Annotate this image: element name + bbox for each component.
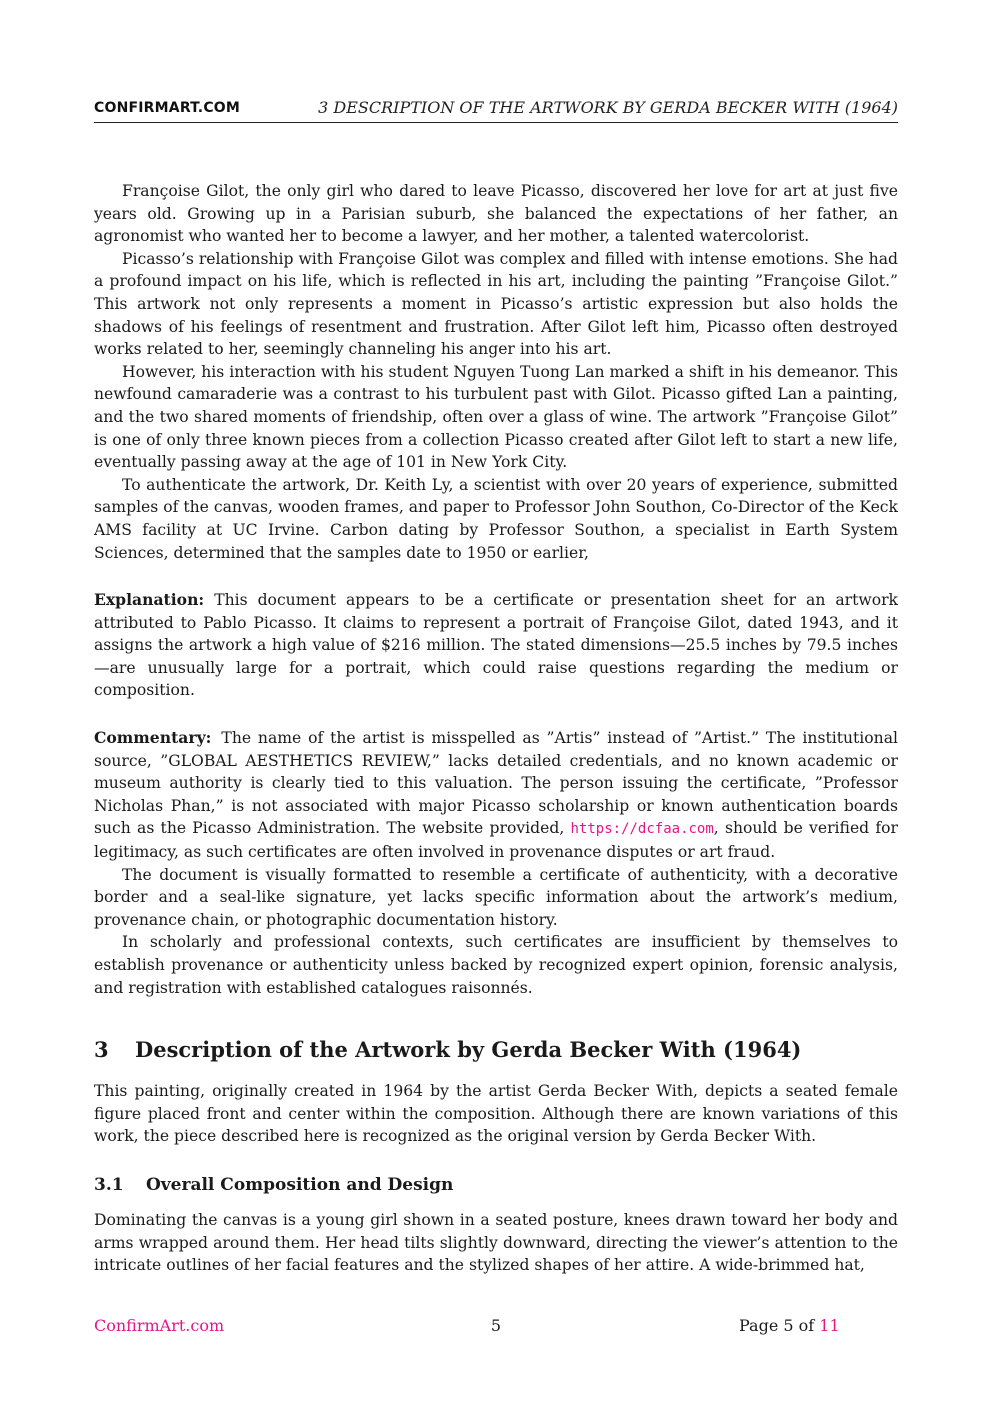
running-title: 3 DESCRIPTION OF THE ARTWORK BY GERDA BECKER WITH (1964)	[318, 98, 898, 117]
page-footer	[94, 1316, 898, 1338]
page-header	[94, 98, 898, 123]
commentary-paragraph: Commentary: The name of the artist is misspelled as ”Artis” instead of ”Artist.” The institutional source, ”GLOBAL AESTHETICS REVIEW,” lacks detailed credentials, and no known academic or museum authority is clearly tied to this valuation. The person issuing the certificate, ”Professor Nicholas Phan,” is not associated with major Picasso scholarship or known authentication boards such as the Picasso Administration. The website provided, https://dcfaa.com, should be verified for legitimacy, as such certificates are often involved in provenance disputes or art fraud.	[94, 728, 898, 862]
logo-a-mark: A	[168, 100, 180, 116]
explanation-text: This document appears to be a certificate or presentation sheet for an artwork attributed to Pablo Picasso. It claims to represent a portrait of Françoise Gilot, dated 1943, and it assigns the artwork a high value of $216 million. The stated dimensions—25.5 inches by 79.5 inches—are unusually large for a portrait, which could raise questions regarding the medium or composition.	[94, 591, 898, 700]
confirmart-logo[interactable]: CONFIRMART.COM	[94, 100, 241, 116]
paragraph-relationship: Picasso’s relationship with Françoise Gilot was complex and filled with intense emotions. She had a profound impact on his life, which is reflected in his art, including the painting ”Françoise Gilot.” This artwork not only represents a moment in Picasso’s artistic expression but also holds the shadows of his feelings of resentment and frustration. After Gilot left him, Picasso often destroyed works related to her, seemingly channeling his anger into his art.	[94, 249, 898, 359]
subsection-number: 3.1	[94, 1174, 124, 1195]
footer-site-link[interactable]: ConfirmArt.com	[94, 1316, 225, 1335]
paragraph-authentication: To authenticate the artwork, Dr. Keith Ly, a scientist with over 20 years of experience, submitted samples of the canvas, wooden frames, and paper to Professor John Southon, Co-Director of the Keck AMS facility at UC Irvine. Carbon dating by Professor Southon, a specialist in Earth System Sciences, determined that the samples date to 1950 or earlier,	[94, 475, 898, 562]
commentary-paragraph-2: The document is visually formatted to resemble a certificate of authenticity, with a decorative border and a seal-like signature, yet lacks specific information about the artwork’s medium, provenance chain, or photographic documentation history.	[94, 865, 898, 929]
paragraph-gilot-intro: Françoise Gilot, the only girl who dared to leave Picasso, discovered her love for art at just five years old. Growing up in a Parisian suburb, she balanced the expectations of her father, an agronomist who wanted her to become a lawyer, and her mother, a talented watercolorist.	[94, 182, 898, 246]
commentary-label: Commentary:	[94, 728, 212, 748]
subsection-text: Dominating the canvas is a young girl shown in a seated posture, knees drawn toward her body and arms wrapped around them. Her head tilts slightly downward, directing the viewer’s attention to the intricate outlines of her facial features and the stylized shapes of her attire. A wide-brimmed hat,	[94, 1210, 898, 1275]
footer-total-pages-link[interactable]: 11	[819, 1316, 840, 1335]
subsection-title: Overall Composition and Design	[146, 1174, 454, 1195]
dcfaa-link[interactable]: https://dcfaa.com	[570, 821, 714, 838]
subsection-heading	[94, 1174, 898, 1196]
section-heading	[94, 1037, 898, 1063]
section-intro: This painting, originally created in 1964 by the artist Gerda Becker With, depicts a seated female figure placed front and center within the composition. Although there are known variations of this work, the piece described here is recognized as the original version by Gerda Becker With.	[94, 1082, 898, 1146]
explanation-paragraph	[94, 589, 898, 702]
footer-page-number: 5	[490, 1316, 502, 1335]
footer-page-count: Page 5 of 11	[739, 1316, 840, 1335]
section-number: 3	[94, 1037, 109, 1063]
document-body	[94, 180, 898, 1277]
section-title: Description of the Artwork by Gerda Becker With (1964)	[135, 1037, 802, 1063]
explanation-label: Explanation:	[94, 590, 205, 610]
commentary-paragraph-3: In scholarly and professional contexts, such certificates are insufficient by themselves to establish provenance or authenticity unless backed by recognized expert opinion, forensic analysis, and registration with established catalogues raisonnés.	[94, 933, 898, 997]
paragraph-student-lan: However, his interaction with his student Nguyen Tuong Lan marked a shift in his demeanor. This newfound camaraderie was a contrast to his turbulent past with Gilot. Picasso gifted Lan a painting, and the two shared moments of friendship, often over a glass of wine. The artwork ”Françoise Gilot” is one of only three known pieces from a collection Picasso created after Gilot left to start a new life, eventually passing away at the age of 101 in New York City.	[94, 362, 898, 472]
